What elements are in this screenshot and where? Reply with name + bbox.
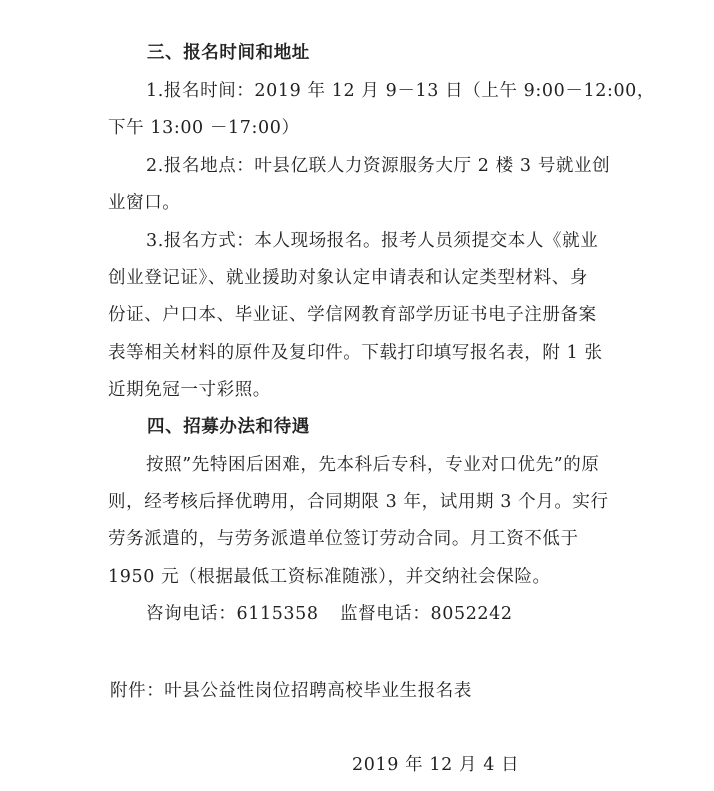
section-3-item-2-line-1: 2.报名地点：叶县亿联人力资源服务大厅 2 楼 3 号就业创 [146,156,611,176]
attachment-note: 附件：叶县公益性岗位招聘高校毕业生报名表 [110,681,472,701]
section-3-item-3-line-3: 份证、户口本、毕业证、学信网教育部学历证书电子注册备案 [108,305,597,325]
document-date: 2019 年 12 月 4 日 [352,755,520,775]
section-4-para-line-2: 则，经考核后择优聘用，合同期限 3 年，试用期 3 个月。实行 [108,492,609,512]
section-3-item-3-line-2: 创业登记证》、就业援助对象认定申请表和认定类型材料、身 [108,268,588,288]
consult-phone: 咨询电话：6115358 [146,604,319,624]
section-3-item-1-line-1: 1.报名时间：2019 年 12 月 9－13 日（上午 9:00－12:00， [146,81,656,101]
section-4-para-line-3: 劳务派遣的，与劳务派遣单位签订劳动合同。月工资不低于 [108,529,579,549]
section-3-item-3-line-4: 表等相关材料的原件及复印件。下载打印填写报名表，附 1 张 [108,343,603,363]
supervise-phone: 监督电话：8052242 [340,604,513,624]
section-3-item-3-line-1: 3.报名方式：本人现场报名。报考人员须提交本人《就业 [146,231,599,251]
section-4-para-line-4: 1950 元（根据最低工资标准随涨），并交纳社会保险。 [108,567,551,587]
section-3-item-3-line-5: 近期免冠一寸彩照。 [108,380,271,400]
section-3-item-1-line-2: 下午 13:00 －17:00） [108,118,300,138]
section-4-para-line-1: 按照”先特困后困难，先本科后专科，专业对口优先”的原 [146,455,600,475]
section-4-heading: 四、招募办法和待遇 [147,417,310,437]
section-3-heading: 三、报名时间和地址 [147,43,310,63]
section-3-item-2-line-2: 业窗口。 [108,193,181,213]
